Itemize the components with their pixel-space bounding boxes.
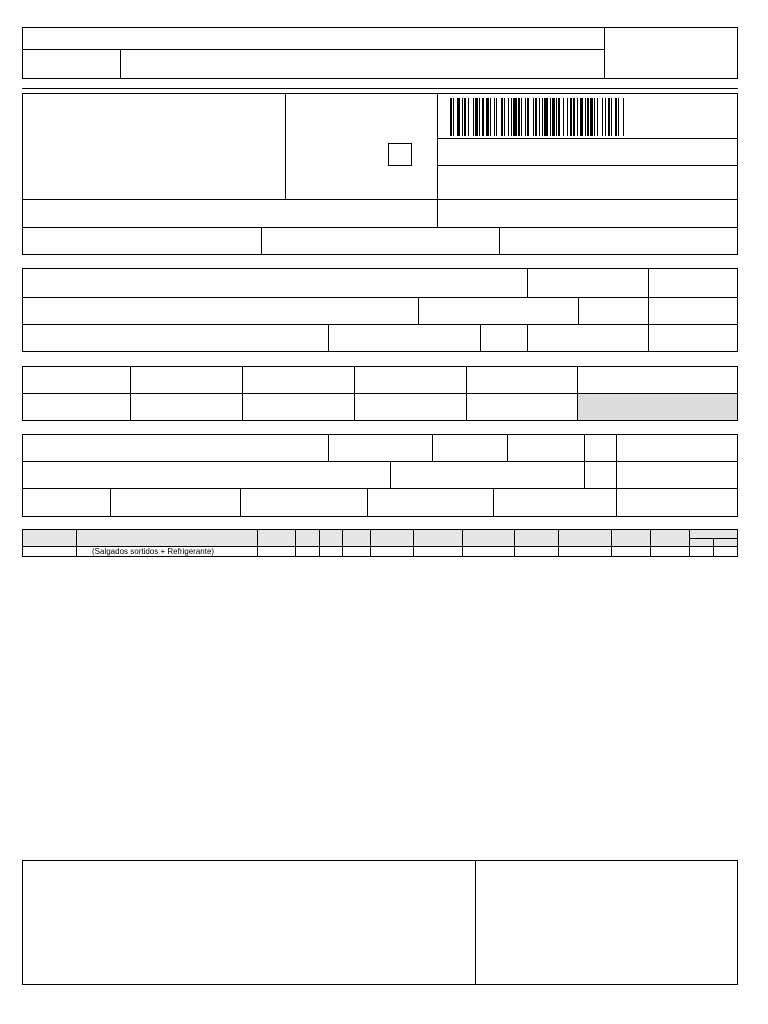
barcode-bar — [501, 98, 503, 136]
recipient-divider — [22, 324, 738, 325]
recipient-divider — [578, 297, 579, 324]
transport-divider — [390, 461, 391, 488]
barcode-bar — [605, 98, 606, 136]
receipt-stub — [22, 27, 738, 79]
barcode-bar — [518, 98, 520, 136]
barcode-bar — [462, 98, 463, 136]
products-col-divider — [558, 529, 559, 557]
transport-divider — [22, 488, 738, 489]
transport-divider — [507, 434, 508, 461]
header-divider — [22, 227, 738, 228]
tax-divider — [577, 366, 578, 421]
barcode-bar — [464, 98, 466, 136]
header-divider — [261, 227, 262, 255]
products-col-divider — [370, 529, 371, 557]
barcode-bar — [468, 98, 469, 136]
barcode-bar — [539, 98, 540, 136]
barcode-bar — [508, 98, 509, 136]
barcode-bar — [623, 98, 624, 136]
operation-checkbox[interactable] — [388, 143, 412, 166]
transport-divider — [110, 488, 111, 517]
barcode-bar — [479, 98, 480, 136]
barcode-bar — [542, 98, 543, 136]
barcode-bar — [615, 98, 617, 136]
transport-divider — [616, 434, 617, 517]
transport-divider — [328, 434, 329, 461]
products-col-divider — [611, 529, 612, 557]
barcode-bar — [573, 98, 575, 136]
receipt-stub-divider — [22, 49, 605, 50]
cut-line — [22, 88, 738, 89]
recipient-divider — [328, 324, 329, 352]
header-divider — [285, 93, 286, 200]
header-divider — [437, 138, 738, 139]
barcode-bar — [563, 98, 564, 136]
additional-data-divider — [475, 860, 476, 985]
barcode-bar — [527, 98, 529, 136]
products-col-divider — [514, 529, 515, 557]
products-col-divider — [76, 529, 77, 557]
header-divider — [437, 93, 438, 227]
barcode-bar — [475, 98, 477, 136]
barcode-bar — [504, 98, 505, 136]
barcode-bar — [494, 98, 495, 136]
recipient-block — [22, 268, 738, 352]
recipient-divider — [527, 268, 528, 297]
products-col-divider — [319, 529, 320, 557]
tax-divider — [354, 366, 355, 421]
barcode-bar — [585, 98, 586, 136]
additional-data-block — [22, 860, 738, 985]
products-col-divider — [462, 529, 463, 557]
barcode-bar — [473, 98, 474, 136]
barcode-bar — [611, 98, 612, 136]
barcode-bar — [570, 98, 572, 136]
barcode-bar — [457, 98, 460, 136]
barcode-bar — [496, 98, 497, 136]
barcode-bar — [580, 98, 583, 136]
products-col-divider — [689, 529, 690, 557]
tax-divider — [242, 366, 243, 421]
transport-divider — [240, 488, 241, 517]
products-col-divider — [257, 529, 258, 557]
products-col-divider — [295, 529, 296, 557]
transport-divider — [432, 434, 433, 461]
barcode-bar — [482, 98, 484, 136]
tax-divider — [466, 366, 467, 421]
transport-block — [22, 434, 738, 517]
transport-divider — [584, 434, 585, 488]
barcode-bar — [521, 98, 522, 136]
transport-divider — [493, 488, 494, 517]
transport-divider — [22, 461, 738, 462]
barcode-bar — [535, 98, 537, 136]
recipient-divider — [480, 324, 481, 352]
products-col-divider — [713, 538, 714, 557]
barcode-bar — [525, 98, 526, 136]
barcode-bar — [590, 98, 592, 136]
barcode-bar — [558, 98, 560, 136]
transport-divider — [367, 488, 368, 517]
recipient-divider — [418, 297, 419, 324]
barcode-bar — [544, 98, 547, 136]
products-table-header — [23, 530, 737, 546]
tax-divider — [130, 366, 131, 421]
products-col-divider — [650, 529, 651, 557]
header-divider — [22, 199, 738, 200]
tax-total-cell — [578, 394, 737, 420]
recipient-divider — [648, 268, 649, 352]
barcode-bar — [597, 98, 598, 136]
barcode-bar — [567, 98, 568, 136]
barcode-bar — [587, 98, 589, 136]
barcode-bar — [453, 98, 454, 136]
barcode-bar — [552, 98, 554, 136]
products-col-divider — [413, 529, 414, 557]
barcode-bar — [533, 98, 534, 136]
barcode-bar — [490, 98, 491, 136]
barcode-bar — [577, 98, 578, 136]
barcode-bar — [608, 98, 610, 136]
receipt-stub-divider — [604, 27, 605, 79]
barcode-bar — [550, 98, 551, 136]
receipt-stub-divider — [120, 49, 121, 79]
barcode-bar — [450, 98, 452, 136]
header-divider — [437, 165, 738, 166]
products-col-divider — [342, 529, 343, 557]
barcode-bar — [556, 98, 557, 136]
barcode-bar — [511, 98, 512, 136]
barcode-bar — [486, 98, 489, 136]
recipient-divider — [527, 324, 528, 352]
barcode-bar — [513, 98, 516, 136]
barcode-bar — [594, 98, 595, 136]
barcode-bar — [618, 98, 619, 136]
barcode-icon — [450, 98, 726, 136]
header-divider — [499, 227, 500, 255]
recipient-divider — [22, 297, 738, 298]
barcode-bar — [602, 98, 603, 136]
item-description: (Salgados sortidos + Refrigerante) — [92, 547, 215, 556]
